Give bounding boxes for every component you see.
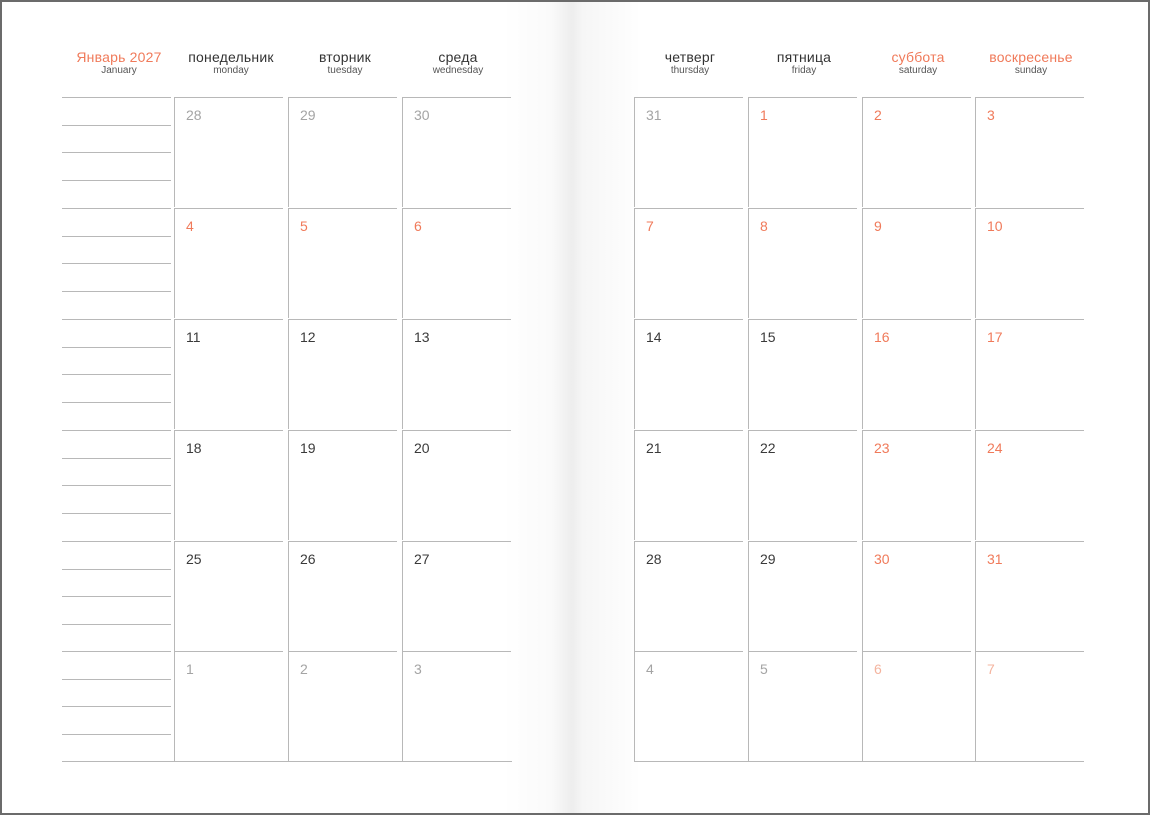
day-number: 18: [186, 440, 202, 456]
day-number: 6: [414, 218, 422, 234]
left-page-bottom-rule: [62, 761, 512, 762]
week-notes-line[interactable]: [62, 180, 171, 181]
day-header-en: saturday: [898, 65, 938, 76]
day-number: 8: [760, 218, 768, 234]
day-number: 6: [874, 661, 882, 677]
week-notes-line[interactable]: [62, 734, 171, 735]
week-notes-line[interactable]: [62, 347, 171, 348]
day-cell[interactable]: [748, 430, 857, 540]
day-header-ru: четверг: [664, 49, 716, 65]
week-notes-top-rule: [62, 97, 171, 98]
month-title-en: January: [101, 65, 137, 76]
day-header-ru: пятница: [776, 49, 832, 65]
day-number: 24: [987, 440, 1003, 456]
day-header-monday: [172, 50, 290, 76]
right-page-bottom-rule: [634, 761, 1084, 762]
day-number: 10: [987, 218, 1003, 234]
day-cell[interactable]: [402, 97, 511, 207]
day-header-tuesday: [286, 50, 404, 76]
day-number: 17: [987, 329, 1003, 345]
day-cell[interactable]: [634, 97, 743, 207]
day-cell[interactable]: [862, 541, 971, 651]
week-notes-line[interactable]: [62, 291, 171, 292]
day-cell[interactable]: [975, 430, 1084, 540]
day-cell[interactable]: [862, 97, 971, 207]
week-notes-line[interactable]: [62, 152, 171, 153]
week-notes-top-rule: [62, 430, 171, 431]
day-cell[interactable]: [748, 541, 857, 651]
day-number: 9: [874, 218, 882, 234]
week-notes-line[interactable]: [62, 706, 171, 707]
day-number: 26: [300, 551, 316, 567]
day-header-ru: воскресенье: [989, 49, 1073, 65]
day-header-wednesday: [399, 50, 517, 76]
day-number: 16: [874, 329, 890, 345]
day-cell[interactable]: [402, 430, 511, 540]
day-cell[interactable]: [174, 97, 283, 207]
day-header-ru: вторник: [318, 49, 372, 65]
day-header-saturday: [859, 50, 977, 76]
day-cell[interactable]: [288, 97, 397, 207]
day-cell[interactable]: [288, 208, 397, 318]
day-number: 12: [300, 329, 316, 345]
week-notes-line[interactable]: [62, 374, 171, 375]
day-cell[interactable]: [862, 651, 971, 761]
day-cell[interactable]: [288, 541, 397, 651]
day-number: 22: [760, 440, 776, 456]
day-cell[interactable]: [174, 319, 283, 429]
day-cell[interactable]: [862, 430, 971, 540]
day-number: 30: [874, 551, 890, 567]
day-number: 7: [646, 218, 654, 234]
day-cell[interactable]: [402, 651, 511, 761]
day-cell[interactable]: [748, 651, 857, 761]
week-notes-line[interactable]: [62, 125, 171, 126]
day-header-en: thursday: [670, 65, 710, 76]
day-number: 29: [760, 551, 776, 567]
day-number: 21: [646, 440, 662, 456]
day-number: 31: [987, 551, 1003, 567]
day-number: 3: [414, 661, 422, 677]
day-number: 4: [646, 661, 654, 677]
day-header-thursday: [631, 50, 749, 76]
week-notes-line[interactable]: [62, 513, 171, 514]
day-header-friday: [745, 50, 863, 76]
day-cell[interactable]: [174, 651, 283, 761]
week-notes-line[interactable]: [62, 402, 171, 403]
day-cell[interactable]: [174, 541, 283, 651]
week-notes-line[interactable]: [62, 624, 171, 625]
day-cell[interactable]: [402, 319, 511, 429]
day-header-en: tuesday: [327, 65, 363, 76]
week-notes-top-rule: [62, 541, 171, 542]
day-number: 28: [646, 551, 662, 567]
month-title-ru: Январь 2027: [76, 49, 162, 65]
week-notes-top-rule: [62, 208, 171, 209]
day-cell[interactable]: [288, 651, 397, 761]
day-number: 13: [414, 329, 430, 345]
week-notes-line[interactable]: [62, 458, 171, 459]
day-number: 4: [186, 218, 194, 234]
day-cell[interactable]: [975, 541, 1084, 651]
week-notes-line[interactable]: [62, 679, 171, 680]
day-number: 14: [646, 329, 662, 345]
day-number: 1: [186, 661, 194, 677]
day-cell[interactable]: [402, 541, 511, 651]
day-number: 28: [186, 107, 202, 123]
day-cell[interactable]: [634, 541, 743, 651]
day-header-en: wednesday: [432, 65, 484, 76]
day-header-ru: суббота: [891, 49, 945, 65]
day-number: 7: [987, 661, 995, 677]
day-cell[interactable]: [748, 208, 857, 318]
day-number: 23: [874, 440, 890, 456]
day-cell[interactable]: [634, 651, 743, 761]
day-cell[interactable]: [862, 319, 971, 429]
day-cell[interactable]: [288, 319, 397, 429]
day-cell[interactable]: [402, 208, 511, 318]
day-cell[interactable]: [174, 430, 283, 540]
week-notes-top-rule: [62, 651, 171, 652]
day-number: 29: [300, 107, 316, 123]
day-header-en: friday: [791, 65, 817, 76]
day-cell[interactable]: [288, 430, 397, 540]
day-number: 3: [987, 107, 995, 123]
day-number: 11: [186, 329, 201, 345]
week-notes-line[interactable]: [62, 236, 171, 237]
week-notes-line[interactable]: [62, 263, 171, 264]
day-cell[interactable]: [634, 208, 743, 318]
day-number: 30: [414, 107, 430, 123]
day-cell[interactable]: [634, 430, 743, 540]
day-header-sunday: [972, 50, 1090, 76]
week-notes-line[interactable]: [62, 569, 171, 570]
day-header-en: monday: [213, 65, 249, 76]
day-cell[interactable]: [975, 97, 1084, 207]
day-number: 2: [300, 661, 308, 677]
week-notes-top-rule: [62, 319, 171, 320]
day-number: 15: [760, 329, 776, 345]
planner-spread: [2, 2, 1148, 813]
day-header-en: sunday: [1014, 65, 1048, 76]
day-number: 5: [300, 218, 308, 234]
month-title: [60, 50, 178, 76]
day-cell[interactable]: [975, 208, 1084, 318]
day-number: 1: [760, 107, 768, 123]
day-number: 20: [414, 440, 430, 456]
page-gutter-shadow: [502, 2, 642, 813]
day-cell[interactable]: [862, 208, 971, 318]
week-notes-line[interactable]: [62, 596, 171, 597]
day-number: 31: [646, 107, 662, 123]
day-number: 5: [760, 661, 768, 677]
day-number: 25: [186, 551, 202, 567]
day-cell[interactable]: [748, 319, 857, 429]
day-cell[interactable]: [174, 208, 283, 318]
week-notes-line[interactable]: [62, 485, 171, 486]
day-cell[interactable]: [748, 97, 857, 207]
day-number: 2: [874, 107, 882, 123]
day-cell[interactable]: [975, 651, 1084, 761]
day-header-ru: среда: [438, 49, 478, 65]
day-cell[interactable]: [634, 319, 743, 429]
day-number: 19: [300, 440, 316, 456]
day-cell[interactable]: [975, 319, 1084, 429]
day-number: 27: [414, 551, 430, 567]
day-header-ru: понедельник: [188, 49, 274, 65]
